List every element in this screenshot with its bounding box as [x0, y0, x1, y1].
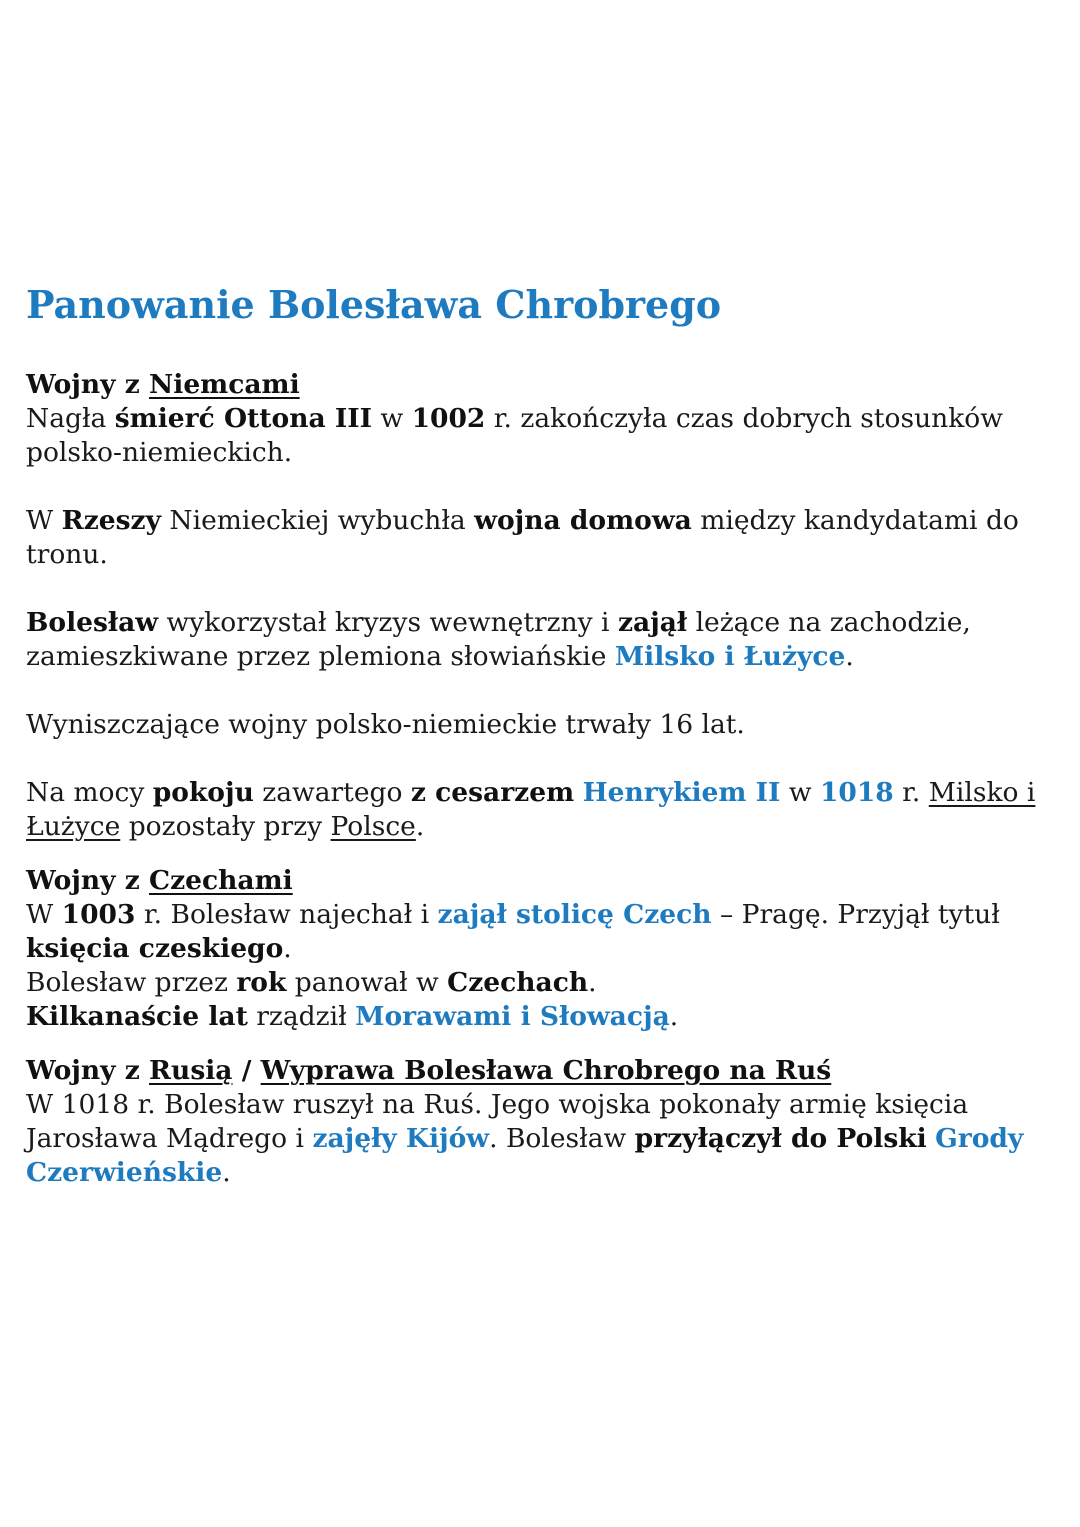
text: leżące na zachodzie, zamieszkiwane przez plemiona słowiańskie — [26, 607, 971, 672]
heading-separator: / — [232, 1055, 261, 1086]
bold-text: Bolesław — [26, 607, 159, 638]
text: W 1018 r. Bolesław ruszył na Ruś. Jego wojska pokonały armię księcia Jarosława Mądrego i — [26, 1089, 969, 1154]
text: – Pragę. Przyjął tytuł — [711, 899, 1000, 930]
text: . — [283, 933, 292, 964]
bold-text: rok — [236, 967, 287, 998]
text: W — [26, 505, 62, 536]
bold-text: Rzeszy — [61, 505, 161, 536]
page-title: Panowanie Bolesława Chrobrego — [26, 282, 722, 327]
heading-prefix: Wojny z — [26, 1055, 150, 1086]
bold-text: śmierć Ottona III — [114, 403, 373, 434]
bold-year: 1003 — [61, 899, 136, 930]
heading-link-wyprawa[interactable]: Wyprawa Bolesława Chrobrego na Ruś — [260, 1055, 832, 1086]
highlight-text: zajęły Kijów — [312, 1123, 490, 1154]
text: . — [588, 967, 597, 998]
text: r. Bolesław najechał i — [135, 899, 438, 930]
text: między kandydatami do tronu. — [26, 505, 1019, 570]
text: . — [222, 1157, 231, 1188]
paragraph-kiev — [26, 1088, 1056, 1190]
paragraph-civil-war — [26, 504, 1056, 572]
section-heading-rus — [26, 1054, 1056, 1088]
text: Nagła — [26, 403, 115, 434]
highlight-year: 1018 — [819, 777, 894, 808]
text: . — [845, 641, 854, 672]
document-page — [26, 280, 1056, 1190]
text: . Bolesław — [489, 1123, 635, 1154]
paragraph-one-year — [26, 966, 1056, 1000]
underlined-link-polsce[interactable]: Polsce — [330, 811, 416, 842]
text: zawartego — [253, 777, 411, 808]
text: w — [780, 777, 820, 808]
bold-text: wojna domowa — [474, 505, 692, 536]
highlight-text: zajął stolicę Czech — [437, 899, 712, 930]
text — [927, 1123, 935, 1154]
text: Niemieckiej wybuchła — [160, 505, 475, 536]
paragraph-milsko-luzyce — [26, 606, 1056, 674]
paragraph-moravia — [26, 1000, 1056, 1034]
text: r. — [893, 777, 929, 808]
highlight-text: Henrykiem II — [582, 777, 781, 808]
heading-link-czechami[interactable]: Czechami — [149, 865, 293, 896]
text: pozostały przy — [120, 811, 331, 842]
text: panował w — [286, 967, 448, 998]
highlight-text: Grody Czerwieńskie — [26, 1123, 1024, 1188]
heading-prefix: Wojny z — [26, 865, 150, 896]
bold-text: Czechach — [447, 967, 589, 998]
text: W — [26, 899, 62, 930]
paragraph-peace-1018 — [26, 776, 1056, 844]
paragraph-otto-death — [26, 402, 1056, 470]
text: Bolesław przez — [26, 967, 237, 998]
text — [574, 777, 582, 808]
bold-text: Kilkanaście lat — [26, 1001, 248, 1032]
heading-link-rusia[interactable]: Rusią — [149, 1055, 233, 1086]
heading-link-niemcami[interactable]: Niemcami — [149, 369, 300, 400]
text: rządził — [247, 1001, 356, 1032]
bold-text: przyłączył do Polski — [634, 1123, 927, 1154]
section-heading-niemcy — [26, 368, 1056, 402]
heading-prefix: Wojny z — [26, 369, 150, 400]
bold-text: z cesarzem — [410, 777, 575, 808]
section-heading-czechy — [26, 864, 1056, 898]
highlight-text: Milsko i Łużyce — [614, 641, 846, 672]
bold-text: księcia czeskiego — [26, 933, 284, 964]
paragraph-16-years: Wyniszczające wojny polsko-niemieckie trwały 16 lat. — [26, 709, 745, 740]
text: wykorzystał kryzys wewnętrzny i — [158, 607, 618, 638]
bold-year: 1002 — [411, 403, 486, 434]
highlight-text: Morawami i Słowacją — [355, 1001, 670, 1032]
text: r. zakończyła czas dobrych stosunków polsko-niemieckich. — [26, 403, 1003, 468]
underlined-link-milsko[interactable]: Milsko i Łużyce — [26, 777, 1036, 842]
text: Na mocy — [26, 777, 153, 808]
bold-text: zajął — [617, 607, 688, 638]
text: w — [372, 403, 412, 434]
text: . — [415, 811, 425, 842]
bold-text: pokoju — [152, 777, 254, 808]
text: . — [669, 1001, 679, 1032]
paragraph-prague — [26, 898, 1056, 966]
